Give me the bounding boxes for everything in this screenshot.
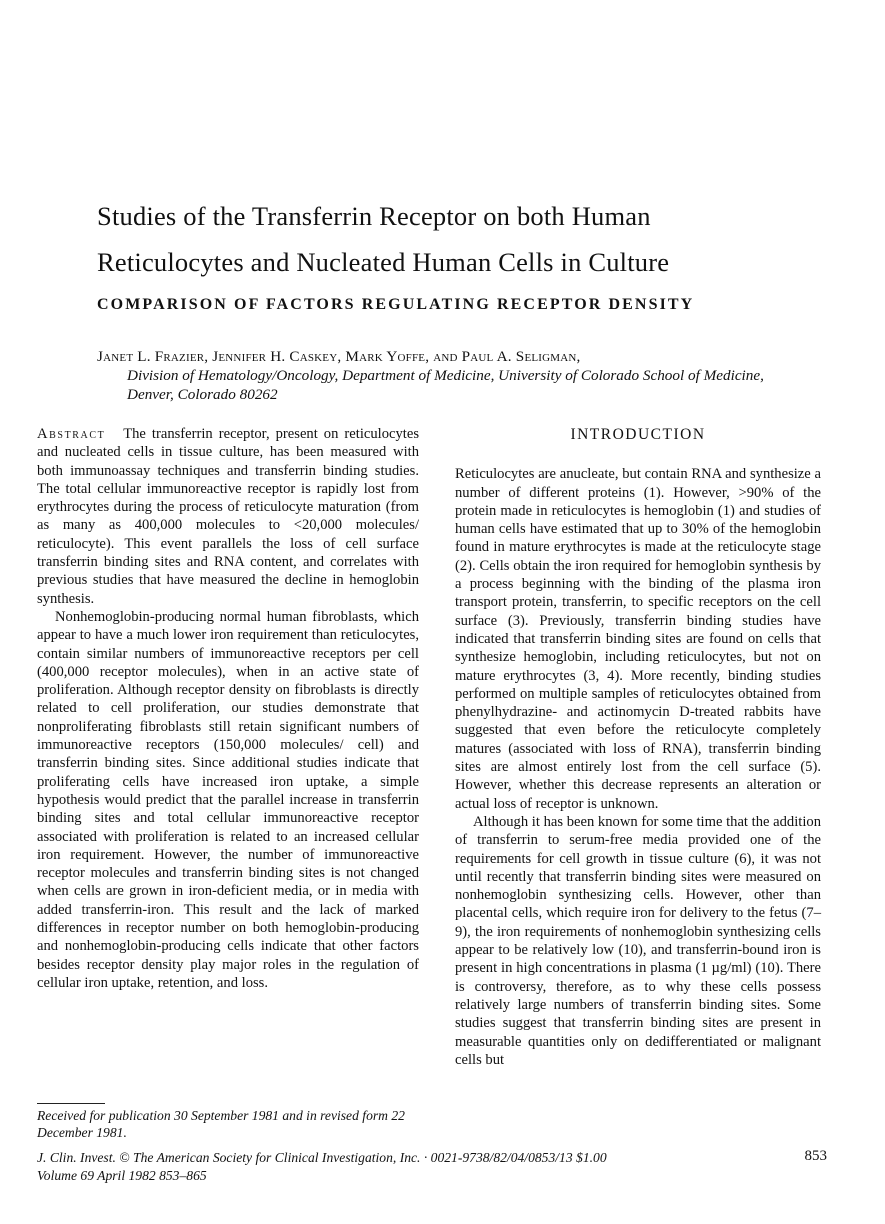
article-subtitle: COMPARISON OF FACTORS REGULATING RECEPTOR DENSITY [97,296,695,313]
article-title [97,193,817,285]
author-names: Janet L. Frazier, Jennifer H. Caskey, Mark Yoffe, and Paul A. Seligman, [97,348,581,365]
journal-citation: J. Clin. Invest. © The American Society for Clinical Investigation, Inc. · 0021-9738/82/04/0853/13 $1.00 [37,1150,607,1165]
title-line-1: Studies of the Transferrin Receptor on both Human [97,201,651,231]
author-block [97,347,787,404]
left-column [37,425,419,992]
footnote-divider [37,1103,105,1104]
volume-info: Volume 69 April 1982 853–865 [37,1168,207,1183]
abstract-paragraph-1 [37,425,419,608]
introduction-paragraph-1: Reticulocytes are anucleate, but contain RNA and synthesize a number of different proteins (1). However, >90% of the protein made in reticulocytes is hemoglobin (1) and studies of human cells have estimated that up to 30% of the hemoglobin found in mature erythrocytes is made at the reticulocyte stage (2). Cells obtain the iron required for hemoglobin synthesis by a process beginning with the binding of the plasma iron transport protein, transferrin, to specific receptors on the cell surface (3). Previously, transferrin binding studies have indicated that transferrin binding sites are found on cells that synthesize hemoglobin, including reticulocytes, but not on mature erythrocytes (3, 4). More recently, binding studies performed on multiple samples of reticulocytes obtained from phenylhydrazine- and actinomycin D-treated rabbits have suggested that even before the reticulocyte completely matures (associated with loss of RNA), transferrin binding sites are almost entirely lost from the cell surface (5). However, whether this decrease represents an alteration or actual loss of receptor is unknown. [455,466,821,812]
right-column [455,425,821,1069]
page-footer [37,1149,827,1185]
title-line-2: Reticulocytes and Nucleated Human Cells in Culture [97,247,670,277]
received-footnote: Received for publication 30 September 1981 and in revised form 22 December 1981. [37,1108,405,1140]
abstract-paragraph-2: Nonhemoglobin-producing normal human fibroblasts, which appear to have a much lower iron requirement than reticulocytes, contain similar numbers of immunoreactive receptors per cell (400,000 receptor molecules), when in an active state of proliferation. Although receptor density on fibroblasts is directly related to cell proliferation, our studies demonstrate that nonproliferating fibroblasts still retain significant numbers of immunoreactive receptors (150,000 molecules/ cell) and transferrin binding sites. Since additional studies indicate that proliferating cells have increased iron uptake, a simple hypothesis would predict that the parallel increase in transferrin binding sites and total cellular immunoreactive receptor associated with proliferation is related to an increased cellular iron requirement. However, the number of immunoreactive receptor molecules and transferrin binding sites is not changed when cells are grown in iron-deficient media, or in media with added transferrin-iron. This result and the lack of marked differences in receptor number on both hemoglobin-producing and nonhemoglobin-producing cells indicate that other factors besides receptor density play major roles in the regulation of cellular iron uptake, retention, and loss. [37,608,419,991]
abstract-label: Abstract [37,426,106,442]
author-affiliation: Division of Hematology/Oncology, Department of Medicine, University of Colorado School of Medicine, Denver, Colorado 80262 [127,367,764,403]
introduction-paragraph-2: Although it has been known for some time that the addition of transferrin to serum-free media provided one of the requirements for cell growth in tissue culture (6), it was not until recently that transferrin binding sites were measured on nonhemoglobin synthesizing cells. However, other than placental cells, which require iron for delivery to the fetus (7–9), the iron requirements of nonhemoglobin synthesizing cells appear to be relatively low (10), and transferrin-bound iron is present in high concentrations in plasma (1 µg/ml) (10). There is controversy, therefore, as to why these cells possess relatively large numbers of transferrin binding sites. Some studies suggest that transferrin binding sites are present in measurable quantities only on dedifferentiated or malignant cells but [455,813,821,1068]
page-number: 853 [804,1148,827,1164]
abstract-text-1: The transferrin receptor, present on reticulocytes and nucleated cells in tissue culture, has been measured with both immunoassay techniques and transferrin binding studies. The total cellular immunoreactive receptor is rapidly lost from erythrocytes during the process of reticulocyte maturation (from as many as 400,000 molecules to <20,000 molecules/ reticulocyte). This event parallels the loss of cell surface transferrin binding sites and RNA content, and correlates with previous studies that have measured the decline in hemoglobin synthesis. [37,426,419,607]
introduction-heading: INTRODUCTION [570,426,706,443]
